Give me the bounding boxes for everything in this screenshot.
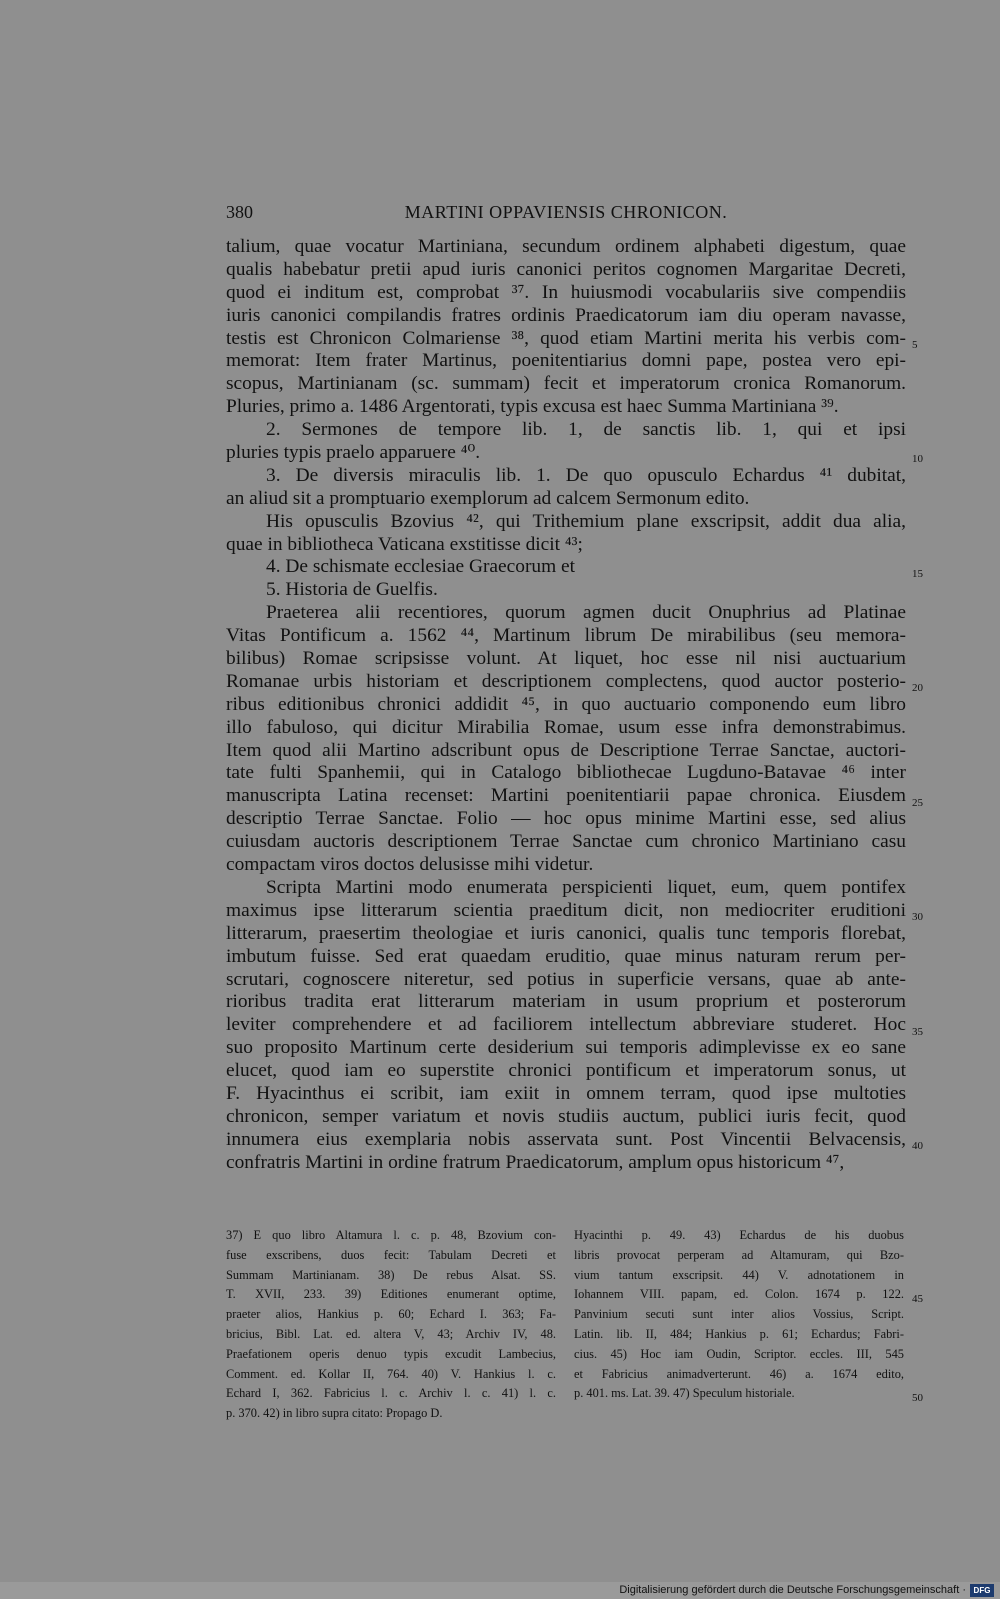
body-line: leviter comprehendere et ad faciliorem intellectum abbreviare studeret. Hoc (226, 1014, 906, 1036)
footnotes-left-column (226, 1226, 556, 1424)
body-line: scrutari, cognoscere niteretur, sed potius in superficie versans, quae ab ante- (226, 968, 906, 990)
body-line: illo fabuloso, qui dicitur Mirabilia Romae, usum esse infra demonstrabimus. (226, 716, 906, 738)
line-number: 40 (912, 1140, 923, 1153)
line-number: 25 (912, 796, 923, 809)
footnote-line: et Fabricius animadverterunt. 46) a. 1674 edito, (574, 1366, 904, 1381)
body-line: Vitas Pontificum a. 1562 ⁴⁴, Martinum librum De mirabilibus (seu memora- (226, 625, 906, 647)
body-line: chronicon, semper variatum et novis studiis auctum, publici iuris fecit, quod (226, 1105, 906, 1127)
body-line: Pluries, primo a. 1486 Argentorati, typis excusa est haec Summa Martiniana ³⁹. (226, 396, 839, 418)
page-header (226, 196, 906, 226)
body-line: qualis habebatur pretii apud iuris canonici peritos cognomen Margaritae Decreti, (226, 258, 906, 280)
body-line: imbutum fuisse. Sed erat quaedam eruditio, quae minus naturam rerum per- (226, 945, 906, 967)
body-line: 3. De diversis miraculis lib. 1. De quo opusculo Echardus ⁴¹ dubitat, (266, 464, 906, 486)
body-line: manuscripta Latina recenset: Martini poenitentiarii papae chronica. Eiusdem (226, 785, 906, 807)
body-line: His opusculis Bzovius ⁴², qui Trithemium plane exscripsit, addit dua alia, (266, 510, 906, 532)
footnote-line: T. XVII, 233. 39) Editiones enumerant optime, (226, 1287, 556, 1302)
line-number: 45 (912, 1293, 923, 1306)
body-line: 4. De schismate ecclesiae Graecorum et (266, 556, 576, 578)
body-line: pluries typis praelo apparuere ⁴⁰. (226, 442, 481, 464)
line-number: 20 (912, 682, 923, 695)
body-line: an aliud sit a promptuario exemplorum ad calcem Sermonum edito. (226, 487, 750, 509)
body-line: 2. Sermones de tempore lib. 1, de sanctis lib. 1, qui et ipsi (266, 419, 906, 441)
body-line: rioribus tradita erat litterarum materiam in usum proprium et posterorum (226, 991, 906, 1013)
footnote-line: Iohannem VIII. papam, ed. Colon. 1674 p. 122. (574, 1287, 904, 1302)
body-line: ribus editionibus chronici addidit ⁴⁵, in quo auctuario componendo eum libro (226, 693, 906, 715)
footnotes-right-column (574, 1226, 904, 1404)
body-line: memorat: Item frater Martinus, poenitentiarius domni pape, postea vero epi- (226, 350, 906, 372)
body-line: Romanae urbis historiam et descriptionem complectens, quod auctor posterio- (226, 670, 906, 692)
footnote-line: Hyacinthi p. 49. 43) Echardus de his duobus (574, 1228, 904, 1242)
footnote-line: Latin. lib. II, 484; Hankius p. 61; Echardus; Fabri- (574, 1326, 904, 1341)
footnote-line: p. 370. 42) in libro supra citato: Propago D. (226, 1406, 443, 1421)
footnote-line: bricius, Bibl. Lat. ed. altera V, 43; Archiv IV, 48. (226, 1326, 556, 1341)
body-line: suo proposito Martinum certe desiderium sui temporis adimplevisse ex eo sane (226, 1037, 906, 1059)
footnote-line: Summam Martinianam. 38) De rebus Alsat. SS. (226, 1267, 556, 1282)
running-title: MARTINI OPPAVIENSIS CHRONICON. (404, 202, 728, 222)
body-line: quod ei inditum est, comprobat ³⁷. In huiusmodi vocabulariis sive compendiis (226, 281, 906, 303)
footnote-line: fuse exscribens, duos fecit: Tabulam Decreti et (226, 1247, 556, 1262)
body-line: F. Hyacinthus ei scribit, iam exiit in omnem terram, quod ipse multoties (226, 1082, 906, 1104)
line-number: 30 (912, 911, 923, 924)
body-line: maximus ipse litterarum scientia praeditum dicit, non mediocriter eruditioni (226, 899, 906, 921)
body-line: tate fulti Spanhemii, qui in Catalogo bibliothecae Lugduno-Batavae ⁴⁶ inter (226, 762, 906, 784)
body-line: compactam viros doctos delusisse mihi videtur. (226, 854, 594, 876)
body-line: innumera eius exemplaria nobis asservata sunt. Post Vincentii Belvacensis, (226, 1128, 906, 1150)
body-line: confratris Martini in ordine fratrum Praedicatorum, amplum opus historicum ⁴⁷, (226, 1151, 845, 1173)
body-text (226, 236, 906, 1175)
body-line: talium, quae vocatur Martiniana, secundum ordinem alphabeti digestum, quae (226, 236, 906, 257)
body-line: Scripta Martini modo enumerata perspicienti liquet, eum, quem pontifex (266, 876, 906, 898)
body-line: iuris canonici compilandis fratres ordinis Praedicatorum iam diu operam navasse, (226, 304, 906, 326)
footnote-line: cius. 45) Hoc iam Oudin, Scriptor. eccles. III, 545 (574, 1346, 904, 1361)
footnote-line: p. 401. ms. Lat. 39. 47) Speculum historiale. (574, 1386, 795, 1401)
body-line: 5. Historia de Guelfis. (266, 579, 438, 601)
body-line: descriptio Terrae Sanctae. Folio — hoc opus minime Martini esse, sed alius (226, 808, 906, 830)
page-number: 380 (226, 202, 253, 222)
footnote-line: Comment. ed. Kollar II, 764. 40) V. Hankius l. c. (226, 1366, 556, 1381)
body-line: cuiusdam auctoris descriptionem Terrae Sanctae cum chronico Martiniano casu (226, 831, 906, 853)
footnote-line: praeter alios, Hankius p. 60; Echard I. 363; Fa- (226, 1307, 556, 1322)
body-line: quae in bibliotheca Vaticana exstitisse dicit ⁴³; (226, 533, 583, 555)
line-number: 15 (912, 567, 923, 580)
body-line: Praeterea alii recentiores, quorum agmen ducit Onuphrius ad Platinae (266, 602, 906, 624)
footnote-line: libris provocat perperam ad Altamuram, qui Bzo- (574, 1247, 904, 1262)
digitization-credit: Digitalisierung gefördert durch die Deutsche Forschungsgemeinschaft · (619, 1584, 966, 1596)
body-line: elucet, quod iam eo superstite chronici pontificum et imperatorum sonus, ut (226, 1060, 906, 1082)
line-number: 35 (912, 1025, 923, 1038)
body-line: Item quod alii Martino adscribunt opus de Descriptione Terrae Sanctae, auctori- (226, 739, 906, 761)
footnote-line: Echard I, 362. Fabricius l. c. Archiv l. c. 41) l. c. (226, 1386, 556, 1401)
line-number: 10 (912, 453, 923, 466)
dfg-logo: DFG (970, 1584, 994, 1597)
body-line: testis est Chronicon Colmariense ³⁸, quod etiam Martini merita his verbis com- (226, 327, 906, 349)
body-line: scopus, Martinianam (sc. summam) fecit et imperatorum cronica Romanorum. (226, 373, 906, 395)
footnote-line: 37) E quo libro Altamura l. c. p. 48, Bzovium con- (226, 1228, 556, 1242)
body-line: bilibus) Romae scripsisse volunt. At liquet, hoc esse nil nisi auctuarium (226, 648, 906, 670)
footnote-line: Panvinium secuti sunt inter alios Vossius, Script. (574, 1307, 904, 1322)
body-line: litterarum, praesertim theologiae et iuris canonici, qualis tunc temporis florebat, (226, 922, 906, 944)
footnote-line: Praefationem operis denuo typis excudit Lambecius, (226, 1346, 556, 1361)
line-number: 50 (912, 1392, 923, 1405)
footnote-line: vium tantum exscripsit. 44) V. adnotationem in (574, 1267, 904, 1282)
line-number: 5 (912, 338, 918, 351)
